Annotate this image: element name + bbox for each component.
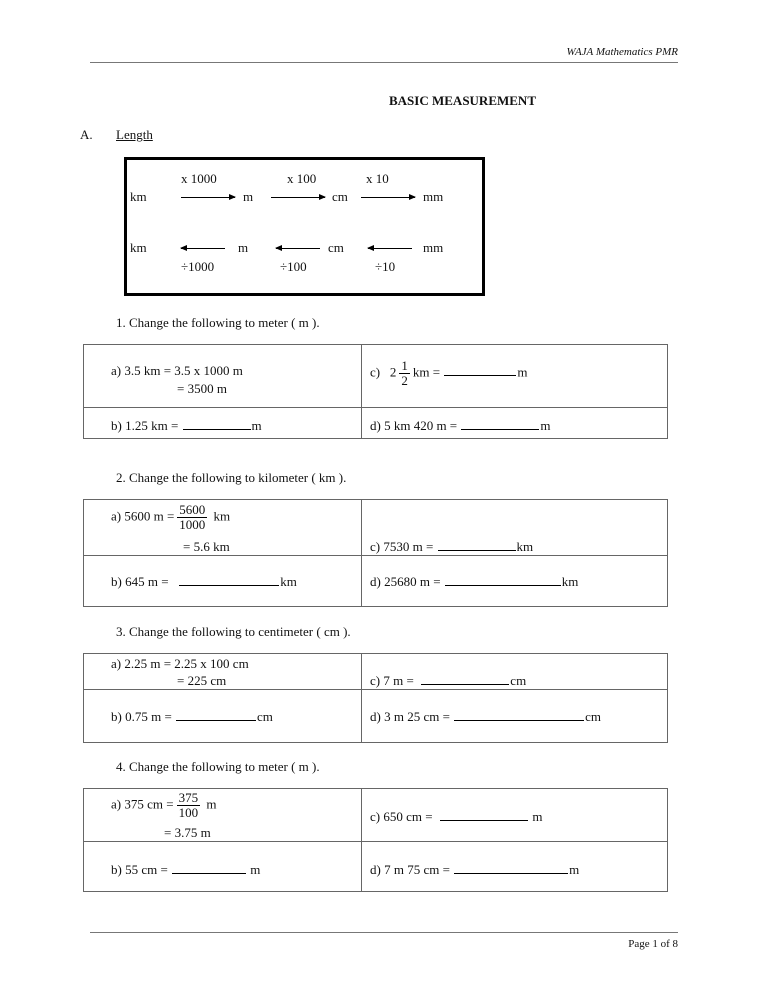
fraction: $\frac{1}{2}$ [401,358,408,388]
answer-blank[interactable] [179,574,279,586]
divide-label: ÷100 [280,259,307,274]
part-c: c) 7530 m = km [370,539,534,554]
question-table [83,653,668,743]
question-prompt: 3. Change the following to centimeter ( cm ). [116,624,351,639]
answer-a-line1: a) 3.5 km = 3.5 x 1000 m [111,363,243,378]
part-a: a) 375 cm = $\frac{375}{100}$ m [111,790,217,820]
question-table [83,499,668,607]
multiply-label: x 10 [366,171,389,186]
part-b: b) 645 m = km [111,574,297,589]
part-b: b) 0.75 m = cm [111,709,273,724]
section-name: Length [116,127,153,142]
unit-label: mm [423,240,444,255]
part-d: d) 3 m 25 cm = cm [370,709,602,724]
page-number: Page 1 of 8 [628,938,678,950]
answer-blank[interactable] [172,862,246,874]
unit-label: mm [423,189,444,204]
unit-label: cm [328,240,344,255]
header-rule [90,62,678,63]
page-title: BASIC MEASUREMENT [389,93,536,108]
answer-blank[interactable] [444,364,516,376]
answer-blank[interactable] [440,809,528,821]
question-table [83,788,668,892]
fraction: $\frac{5600}{1000}$ [179,502,206,532]
arrow-right-icon [361,197,415,198]
multiply-label: x 100 [287,171,317,186]
answer-a-line2: = 5.6 km [183,539,230,554]
part-d: d) 7 m 75 cm = m [370,862,580,877]
unit-label: m [238,240,249,255]
arrow-left-icon [181,248,225,249]
multiply-label: x 1000 [181,171,217,186]
question-prompt: 2. Change the following to kilometer ( km ). [116,470,347,485]
arrow-right-icon [271,197,325,198]
part-c: c) 650 cm = m [370,809,543,824]
footer-rule [90,932,678,933]
unit-label: km [130,240,147,255]
part-b: b) 1.25 km = m [111,418,262,433]
question-prompt: 1. Change the following to meter ( m ). [116,315,320,330]
answer-blank[interactable] [461,418,539,430]
answer-a-line1: a) 2.25 m = 2.25 x 100 cm [111,656,249,671]
section-letter: A. [80,127,93,142]
question-prompt: 4. Change the following to meter ( m ). [116,759,320,774]
answer-blank[interactable] [454,862,568,874]
arrow-right-icon [181,197,235,198]
unit-label: m [243,189,254,204]
arrow-left-icon [276,248,320,249]
answer-blank[interactable] [438,539,516,551]
answer-a-line2: = 3500 m [177,381,227,396]
answer-blank[interactable] [176,709,256,721]
divide-label: ÷1000 [181,259,215,274]
part-a: a) 5600 m = $\frac{5600}{1000}$ km [111,502,231,532]
unit-label: km [130,189,147,204]
part-b: b) 55 cm = m [111,862,261,877]
answer-blank[interactable] [445,574,561,586]
header-text: WAJA Mathematics PMR [566,46,678,58]
divide-label: ÷10 [375,259,396,274]
question-table [83,344,668,439]
arrow-left-icon [368,248,412,249]
answer-a-line2: = 3.75 m [164,825,211,840]
part-d: d) 25680 m = km [370,574,579,589]
answer-blank[interactable] [454,709,584,721]
part-c: c) 7 m = cm [370,673,527,688]
unit-label: cm [332,189,348,204]
part-c: c) 2 $\frac{1}{2}$ km = m [370,358,528,388]
answer-a-line2: = 225 cm [177,673,227,688]
answer-blank[interactable] [183,418,251,430]
fraction: $\frac{375}{100}$ [178,790,199,820]
answer-blank[interactable] [421,673,509,685]
part-d: d) 5 km 420 m = m [370,418,551,433]
